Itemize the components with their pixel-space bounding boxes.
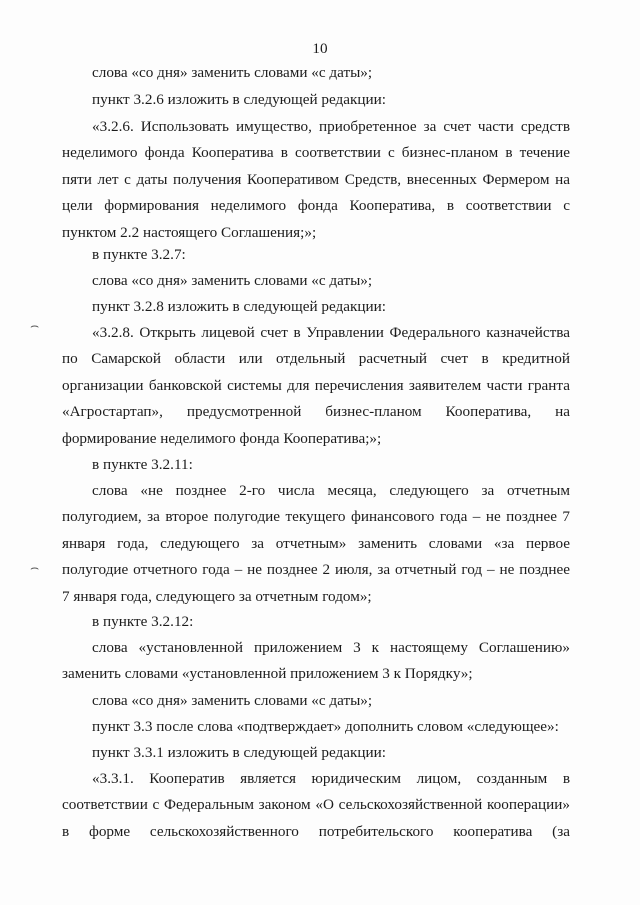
text-line: в пункте 3.2.12: (92, 613, 194, 630)
page-number: 10 (312, 40, 328, 57)
text-line: неделимого фонда Кооператива в соответствии с бизнес-планом в течение (62, 144, 570, 162)
paragraph (62, 242, 570, 268)
text-line: пункт 3.2.6 изложить в следующей редакции: (92, 91, 386, 108)
text-line: в пункте 3.2.7: (92, 246, 186, 263)
text-line: слова «со дня» заменить словами «с даты»; (92, 272, 373, 289)
text-line: слова «со дня» заменить словами «с даты»; (92, 692, 373, 709)
margin-mark: ⌢ (30, 560, 40, 576)
paragraph (62, 87, 570, 113)
text-line: «3.2.6. Использовать имущество, приобретенное за счет части средств (92, 118, 570, 135)
text-line: пункт 3.3.1 изложить в следующей редакции: (92, 744, 386, 761)
paragraph (62, 114, 570, 246)
paragraph (62, 478, 570, 610)
text-line: «3.3.1. Кооператив является юридическим лицом, созданным в (92, 770, 570, 787)
paragraph (62, 452, 570, 478)
text-line: в пункте 3.2.11: (92, 456, 193, 473)
margin-mark: ⌢ (30, 318, 40, 334)
paragraph (62, 688, 570, 714)
text-line: полугодием, за второе полугодие текущего финансового года – не позднее 7 (62, 508, 570, 526)
text-line: по Самарской области или отдельный расчетный счет в кредитной (62, 350, 570, 368)
paragraph (62, 320, 570, 452)
text-line: пяти лет с даты получения Кооперативом Средств, внесенных Фермером на (62, 170, 570, 188)
text-line: пункт 3.2.8 изложить в следующей редакции: (92, 298, 386, 315)
text-line: слова «со дня» заменить словами «с даты»; (92, 64, 373, 81)
text-line: заменить словами «установленной приложением 3 к Порядку»; (62, 665, 473, 683)
text-line: соответствии с Федеральным законом «О сельскохозяйственной кооперации» (62, 796, 570, 814)
text-line: цели формирования неделимого фонда Кооператива, в соответствии с (62, 197, 570, 215)
text-line: слова «установленной приложением 3 к настоящему Соглашению» (92, 639, 570, 656)
text-line: формирование неделимого фонда Кооператива;»; (62, 429, 382, 447)
paragraph (62, 740, 570, 766)
text-line: 7 января года, следующего за отчетным годом»; (62, 587, 372, 605)
paragraph (62, 294, 570, 320)
paragraph (62, 60, 570, 86)
text-line: «3.2.8. Открыть лицевой счет в Управлении Федерального казначейства (92, 324, 570, 341)
paragraph (62, 635, 570, 688)
text-line: в форме сельскохозяйственного потребительского кооператива (за (62, 822, 570, 840)
text-line: пунктом 2.2 настоящего Соглашения;»; (62, 223, 317, 241)
text-line: организации банковской системы для перечисления заявителем части гранта (62, 376, 570, 394)
paragraph (62, 766, 570, 845)
text-line: января года, следующего за отчетным» заменить словами «за первое (62, 534, 570, 552)
paragraph (62, 609, 570, 635)
text-line: слова «не позднее 2-го числа месяца, следующего за отчетным (92, 482, 570, 499)
paragraph (62, 268, 570, 294)
text-line: пункт 3.3 после слова «подтверждает» дополнить словом «следующее»: (92, 718, 559, 735)
text-line: полугодие отчетного года – не позднее 2 июля, за отчетный год – не позднее (62, 561, 570, 579)
paragraph (62, 714, 570, 740)
text-line: «Агростартап», предусмотренной бизнес-планом Кооператива, на (62, 403, 570, 421)
